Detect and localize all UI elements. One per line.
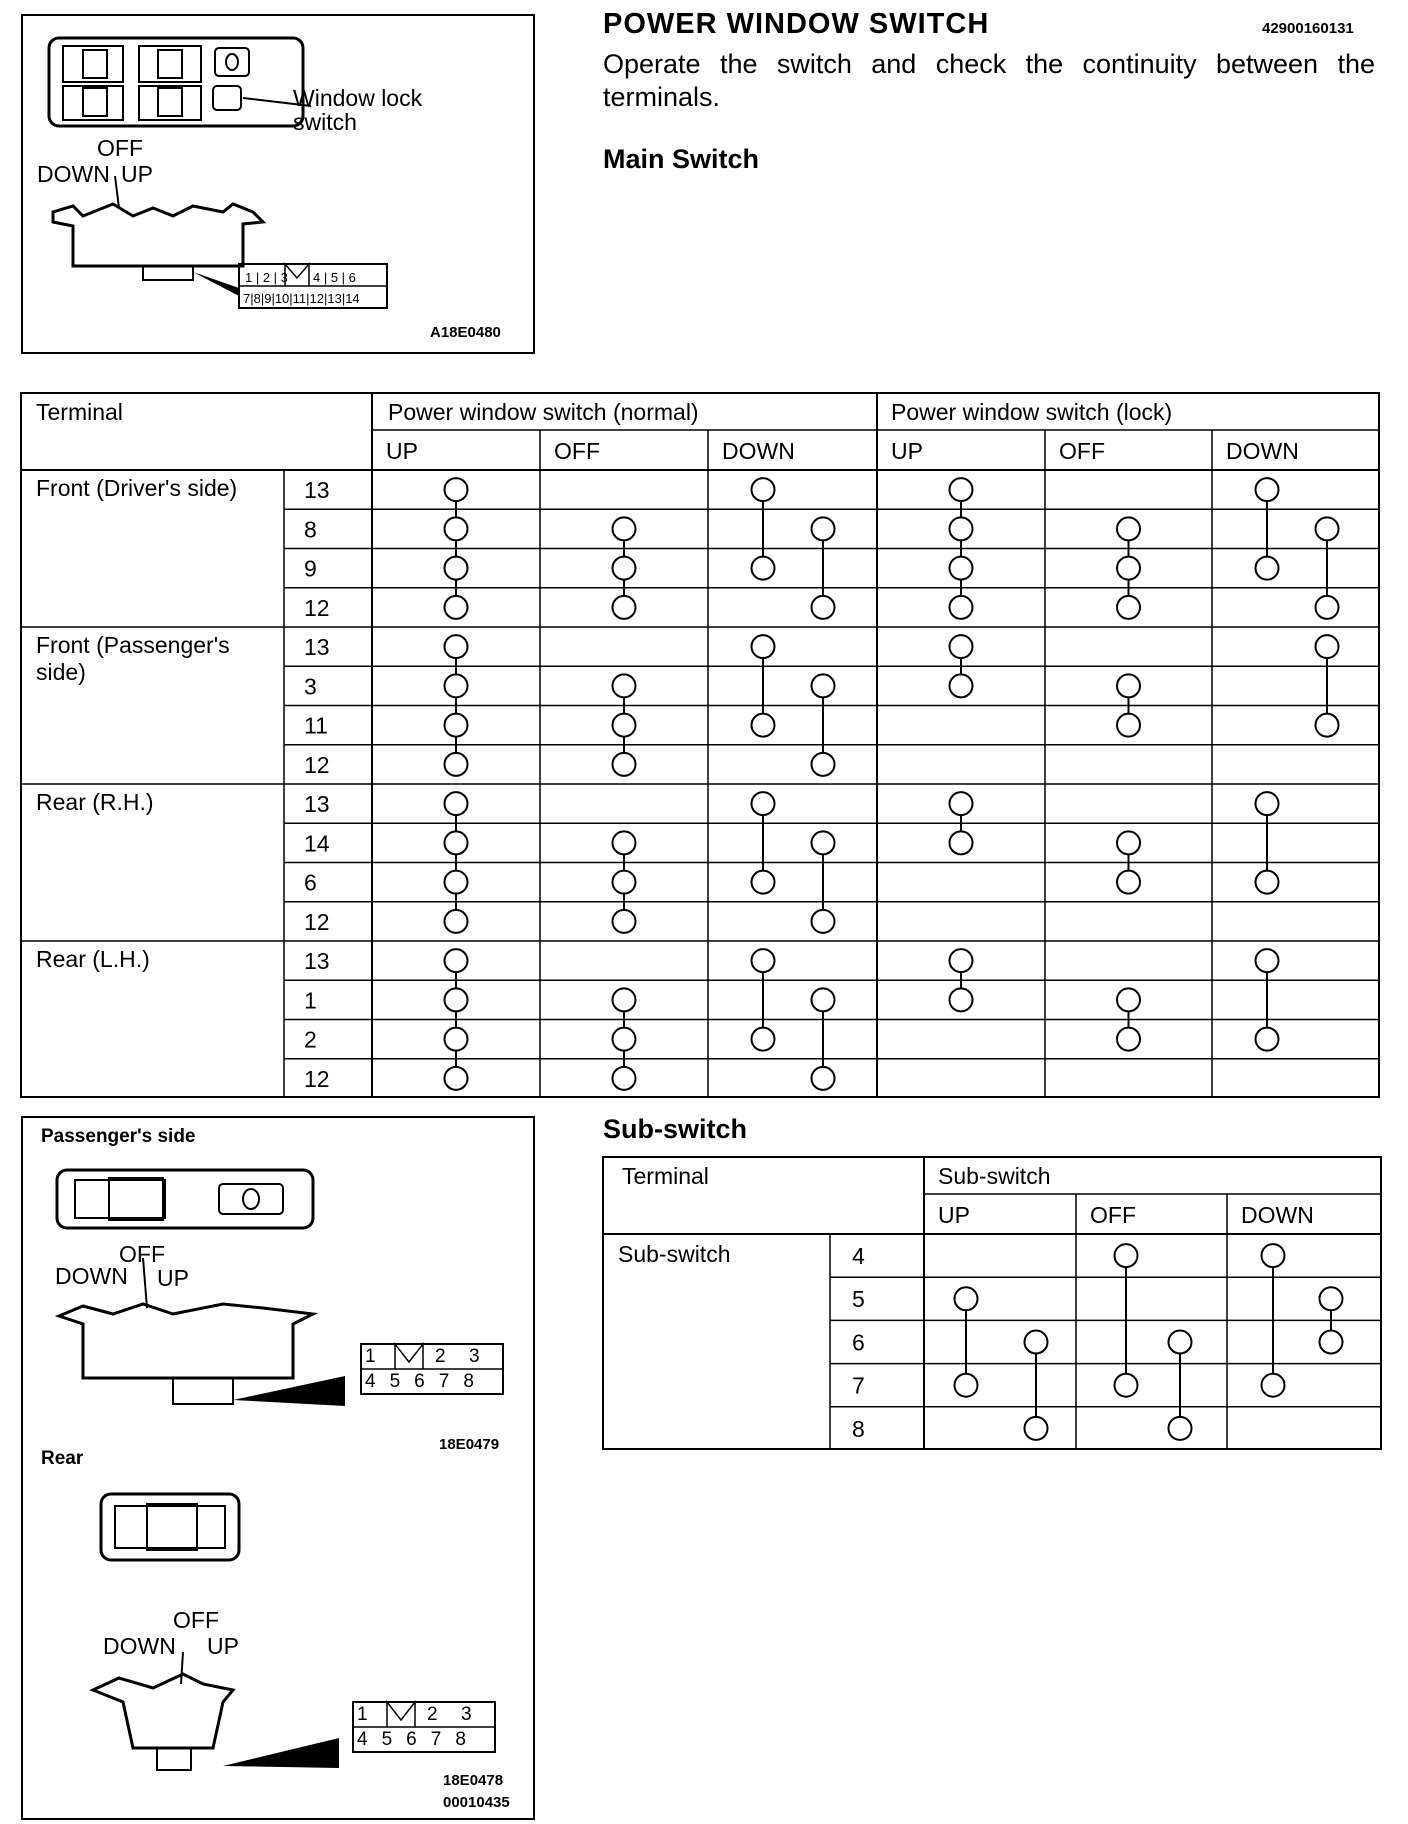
continuity-circle — [950, 557, 973, 580]
sub-switch-figure — [21, 1116, 535, 1820]
continuity-circle — [613, 988, 636, 1011]
continuity-circle — [950, 949, 973, 972]
continuity-circle — [1320, 1287, 1343, 1310]
header-position: DOWN — [1241, 1202, 1314, 1228]
connector-pins-top: 1 | 2 | 3 — [245, 270, 288, 285]
continuity-circle — [1117, 674, 1140, 697]
pin-label-row: 45678 — [365, 1371, 488, 1392]
continuity-circle — [613, 714, 636, 737]
terminal-number: 12 — [304, 594, 330, 621]
position-down-label: DOWN — [55, 1263, 128, 1289]
continuity-circle — [812, 831, 835, 854]
pin-label: 1 — [365, 1346, 376, 1367]
continuity-circle — [445, 478, 468, 501]
continuity-circle — [1117, 557, 1140, 580]
continuity-circle — [812, 596, 835, 619]
continuity-circle — [1256, 478, 1279, 501]
continuity-circle — [812, 674, 835, 697]
continuity-circle — [1169, 1417, 1192, 1440]
terminal-number: 13 — [304, 634, 330, 660]
main-switch-heading: Main Switch — [603, 144, 760, 174]
continuity-circle — [613, 753, 636, 776]
continuity-circle — [445, 714, 468, 737]
continuity-circle — [1025, 1417, 1048, 1440]
position-up-label: UP — [207, 1633, 239, 1659]
table-border — [603, 1157, 1381, 1449]
continuity-circle — [445, 988, 468, 1011]
passenger-side-label: Passenger's side — [41, 1126, 196, 1147]
position-up-label: UP — [121, 161, 153, 187]
row-group-label: Front (Driver's side) — [36, 475, 238, 501]
main-switch-figure — [21, 14, 535, 354]
continuity-circle — [812, 753, 835, 776]
pin-label: 3 — [469, 1346, 480, 1367]
continuity-circle — [752, 635, 775, 658]
continuity-circle — [950, 517, 973, 540]
continuity-circle — [1316, 714, 1339, 737]
row-group-label: Rear (L.H.) — [36, 946, 150, 972]
terminal-number: 14 — [304, 830, 330, 857]
continuity-circle — [1117, 988, 1140, 1011]
continuity-circle — [955, 1287, 978, 1310]
continuity-circle — [752, 1028, 775, 1051]
terminal-number: 6 — [852, 1329, 865, 1356]
header-position: UP — [386, 438, 418, 464]
intro-text: Operate the switch and check the continuity between the terminals. — [603, 49, 1375, 112]
continuity-circle — [445, 831, 468, 854]
terminal-number: 12 — [304, 908, 330, 935]
continuity-circle — [752, 714, 775, 737]
continuity-circle — [445, 635, 468, 658]
continuity-circle — [445, 910, 468, 933]
continuity-circle — [752, 871, 775, 894]
continuity-circle — [445, 674, 468, 697]
continuity-circle — [1256, 949, 1279, 972]
continuity-circle — [1256, 792, 1279, 815]
header-group-normal: Power window switch (normal) — [388, 399, 699, 425]
continuity-circle — [445, 949, 468, 972]
continuity-circle — [812, 910, 835, 933]
continuity-circle — [1117, 871, 1140, 894]
continuity-circle — [1117, 714, 1140, 737]
pin-label-row: 45678 — [357, 1729, 480, 1750]
terminal-number: 13 — [304, 791, 330, 817]
continuity-circle — [613, 831, 636, 854]
continuity-circle — [752, 557, 775, 580]
window-lock-callout: Window lock switch — [293, 85, 423, 135]
continuity-circle — [1117, 596, 1140, 619]
continuity-circle — [950, 674, 973, 697]
continuity-circle — [613, 596, 636, 619]
row-group-label: Sub-switch — [618, 1241, 731, 1267]
row-group-label: Front (Passenger's side) — [36, 632, 230, 685]
terminal-number: 8 — [304, 516, 317, 543]
row-group-label: Rear (R.H.) — [36, 789, 154, 815]
continuity-circle — [1169, 1331, 1192, 1354]
continuity-circle — [613, 910, 636, 933]
rear-label: Rear — [41, 1448, 84, 1469]
header-group-lock: Power window switch (lock) — [891, 399, 1173, 425]
terminal-number: 2 — [304, 1026, 317, 1053]
header-position: DOWN — [722, 438, 795, 464]
figure-code-rear: 18E0478 — [443, 1772, 504, 1789]
pin-label: 3 — [461, 1704, 472, 1725]
continuity-circle — [445, 557, 468, 580]
continuity-circle — [613, 674, 636, 697]
header-group: Sub-switch — [938, 1163, 1051, 1189]
terminal-number: 9 — [304, 555, 317, 582]
terminal-number: 13 — [304, 477, 330, 503]
terminal-number: 6 — [304, 869, 317, 896]
continuity-circle — [812, 988, 835, 1011]
continuity-circle — [812, 517, 835, 540]
continuity-circle — [752, 792, 775, 815]
position-down-label: DOWN — [37, 161, 110, 187]
continuity-circle — [950, 596, 973, 619]
continuity-circle — [950, 831, 973, 854]
continuity-circle — [613, 871, 636, 894]
terminal-number: 7 — [852, 1372, 865, 1399]
header-position: DOWN — [1226, 438, 1299, 464]
continuity-circle — [1316, 635, 1339, 658]
figure-code-bottom: 00010435 — [443, 1794, 510, 1811]
terminal-number: 1 — [304, 987, 317, 1014]
continuity-circle — [955, 1374, 978, 1397]
continuity-circle — [613, 557, 636, 580]
continuity-circle — [950, 792, 973, 815]
window-lock-switch-icon — [213, 86, 241, 110]
terminal-number: 12 — [304, 1065, 330, 1092]
continuity-circle — [1316, 596, 1339, 619]
continuity-circle — [613, 1067, 636, 1090]
continuity-circle — [445, 517, 468, 540]
main-switch-table — [20, 392, 1382, 1100]
figure-code-passenger: 18E0479 — [439, 1436, 500, 1453]
continuity-circle — [1117, 831, 1140, 854]
continuity-circle — [1262, 1244, 1285, 1267]
header-position: OFF — [1090, 1202, 1136, 1228]
header-position: UP — [891, 438, 923, 464]
position-off-label: OFF — [119, 1241, 165, 1267]
sub-switch-table — [602, 1156, 1384, 1452]
position-down-label: DOWN — [103, 1633, 176, 1659]
connector-pins-bottom: 7|8|9|10|11|12|13|14 — [243, 291, 360, 306]
sub-switch-heading: Sub-switch — [603, 1114, 748, 1144]
continuity-circle — [1025, 1331, 1048, 1354]
position-off-label: OFF — [173, 1607, 219, 1633]
terminal-number: 4 — [852, 1243, 865, 1269]
continuity-circle — [445, 596, 468, 619]
pin-label: 1 — [357, 1704, 368, 1725]
terminal-number: 13 — [304, 948, 330, 974]
continuity-circle — [445, 871, 468, 894]
continuity-circle — [1256, 871, 1279, 894]
header-terminal: Terminal — [622, 1163, 709, 1189]
terminal-number: 5 — [852, 1286, 865, 1313]
continuity-circle — [1117, 1028, 1140, 1051]
continuity-circle — [1115, 1374, 1138, 1397]
position-off-label: OFF — [97, 135, 143, 161]
continuity-circle — [445, 1067, 468, 1090]
terminal-number: 8 — [852, 1415, 865, 1442]
continuity-circle — [950, 635, 973, 658]
continuity-circle — [752, 949, 775, 972]
svg-text:4 | 5 | 6: 4 | 5 | 6 — [313, 270, 356, 285]
continuity-circle — [1256, 1028, 1279, 1051]
terminal-number: 12 — [304, 751, 330, 778]
continuity-circle — [1115, 1244, 1138, 1267]
header-position: OFF — [554, 438, 600, 464]
pin-label: 2 — [435, 1346, 446, 1367]
pin-label: 2 — [427, 1704, 438, 1725]
continuity-circle — [950, 478, 973, 501]
continuity-circle — [1320, 1331, 1343, 1354]
continuity-circle — [950, 988, 973, 1011]
continuity-circle — [752, 478, 775, 501]
continuity-circle — [1117, 517, 1140, 540]
terminal-number: 11 — [304, 712, 328, 739]
page-title: POWER WINDOW SWITCH — [603, 8, 990, 40]
continuity-circle — [445, 753, 468, 776]
continuity-circle — [613, 517, 636, 540]
continuity-circle — [1256, 557, 1279, 580]
continuity-circle — [1262, 1374, 1285, 1397]
continuity-circle — [445, 792, 468, 815]
document-number: 42900160131 — [1262, 20, 1354, 37]
continuity-circle — [1316, 517, 1339, 540]
header-position: UP — [938, 1202, 970, 1228]
header-terminal: Terminal — [36, 399, 123, 425]
figure-code: A18E0480 — [430, 324, 501, 341]
continuity-circle — [445, 1028, 468, 1051]
position-up-label: UP — [157, 1265, 189, 1291]
header-position: OFF — [1059, 438, 1105, 464]
continuity-circle — [812, 1067, 835, 1090]
continuity-circle — [613, 1028, 636, 1051]
terminal-number: 3 — [304, 673, 317, 700]
